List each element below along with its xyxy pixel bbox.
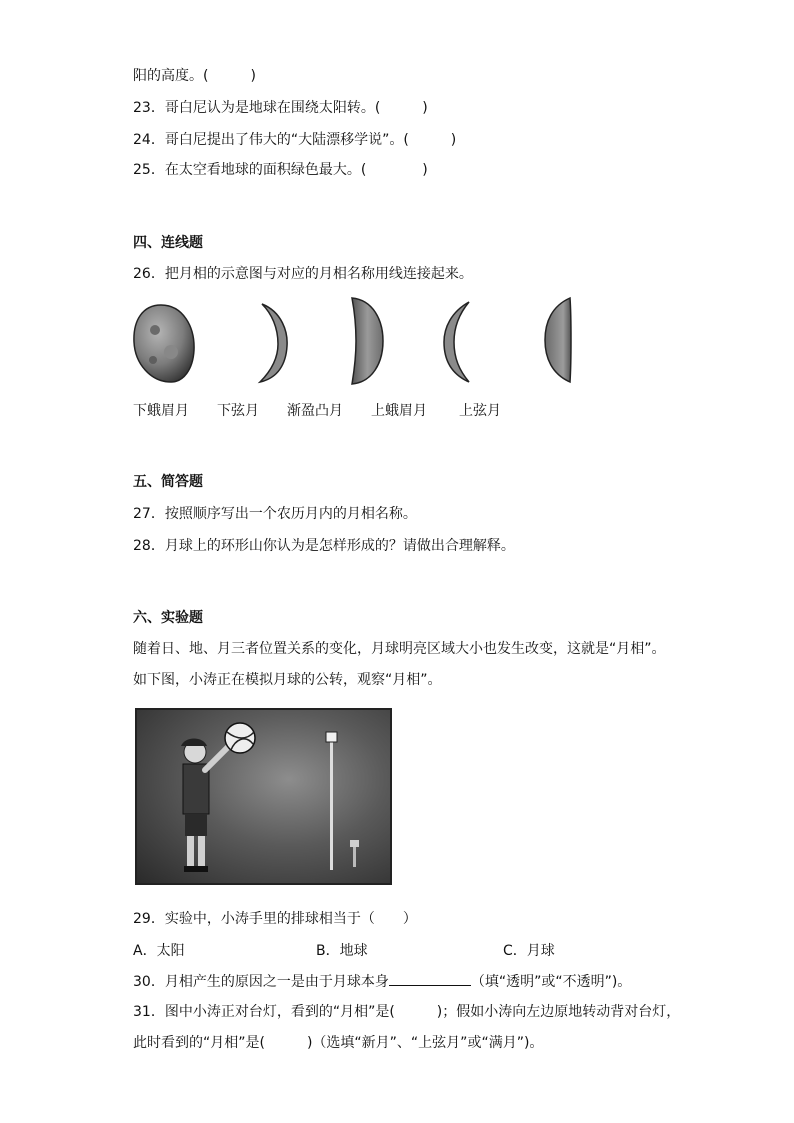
option-b[interactable]: B．地球: [316, 943, 368, 959]
moon-label-first-quarter: 上弦月: [459, 403, 501, 419]
question-26: 26．把月相的示意图与对应的月相名称用线连接起来。: [133, 266, 473, 282]
experiment-photo: [135, 708, 392, 885]
experiment-intro-2: 如下图，小涛正在模拟月球的公转，观察“月相”。: [133, 672, 442, 688]
section-6-title: 六、实验题: [133, 610, 203, 626]
experiment-intro-1: 随着日、地、月三者位置关系的变化，月球明亮区域大小也发生改变，这就是“月相”。: [133, 641, 666, 657]
question-23: 23．哥白尼认为是地球在围绕太阳转。( ): [133, 100, 428, 116]
moon-label-waning-crescent: 下蛾眉月: [133, 403, 189, 419]
moon-label-third-quarter: 下弦月: [217, 403, 259, 419]
moon-waxing-crescent-icon: [441, 300, 473, 384]
question-28: 28．月球上的环形山你认为是怎样形成的？请做出合理解释。: [133, 538, 515, 554]
line-prev-question: 阳的高度。( ): [133, 68, 256, 84]
moon-waning-gibbous-icon: [131, 302, 197, 384]
question-24: 24．哥白尼提出了伟大的“大陆漂移学说”。( ): [133, 132, 457, 148]
section-4-title: 四、连线题: [133, 235, 203, 251]
moon-waxing-gibbous-icon: [349, 296, 385, 386]
question-31-line-1: 31．图中小涛正对台灯，看到的“月相”是( )；假如小涛向左边原地转动背对台灯，: [133, 1004, 681, 1020]
option-c[interactable]: C．月球: [503, 943, 555, 959]
question-27: 27．按照顺序写出一个农历月内的月相名称。: [133, 506, 417, 522]
question-30-hint: （填“透明”或“不透明”)。: [470, 974, 632, 990]
moon-label-waxing-crescent: 上蛾眉月: [371, 403, 427, 419]
moon-first-quarter-icon: [542, 296, 574, 384]
moon-label-waxing-gibbous: 渐盈凸月: [287, 403, 343, 419]
answer-blank[interactable]: [389, 971, 471, 986]
question-30: [133, 971, 631, 992]
section-5-title: 五、简答题: [133, 474, 203, 490]
boy-holding-ball-illustration: [137, 710, 390, 883]
question-25: 25．在太空看地球的面积绿色最大。( ): [133, 162, 428, 178]
question-31-line-2: 此时看到的“月相”是( )（选填“新月”、“上弦月”或“满月”)。: [133, 1035, 544, 1051]
question-29: 29．实验中，小涛手里的排球相当于（ ）: [133, 911, 417, 927]
moon-waning-crescent-icon: [256, 302, 290, 384]
option-a[interactable]: A．太阳: [133, 943, 185, 959]
question-30-text: 30．月相产生的原因之一是由于月球本身: [133, 974, 389, 990]
